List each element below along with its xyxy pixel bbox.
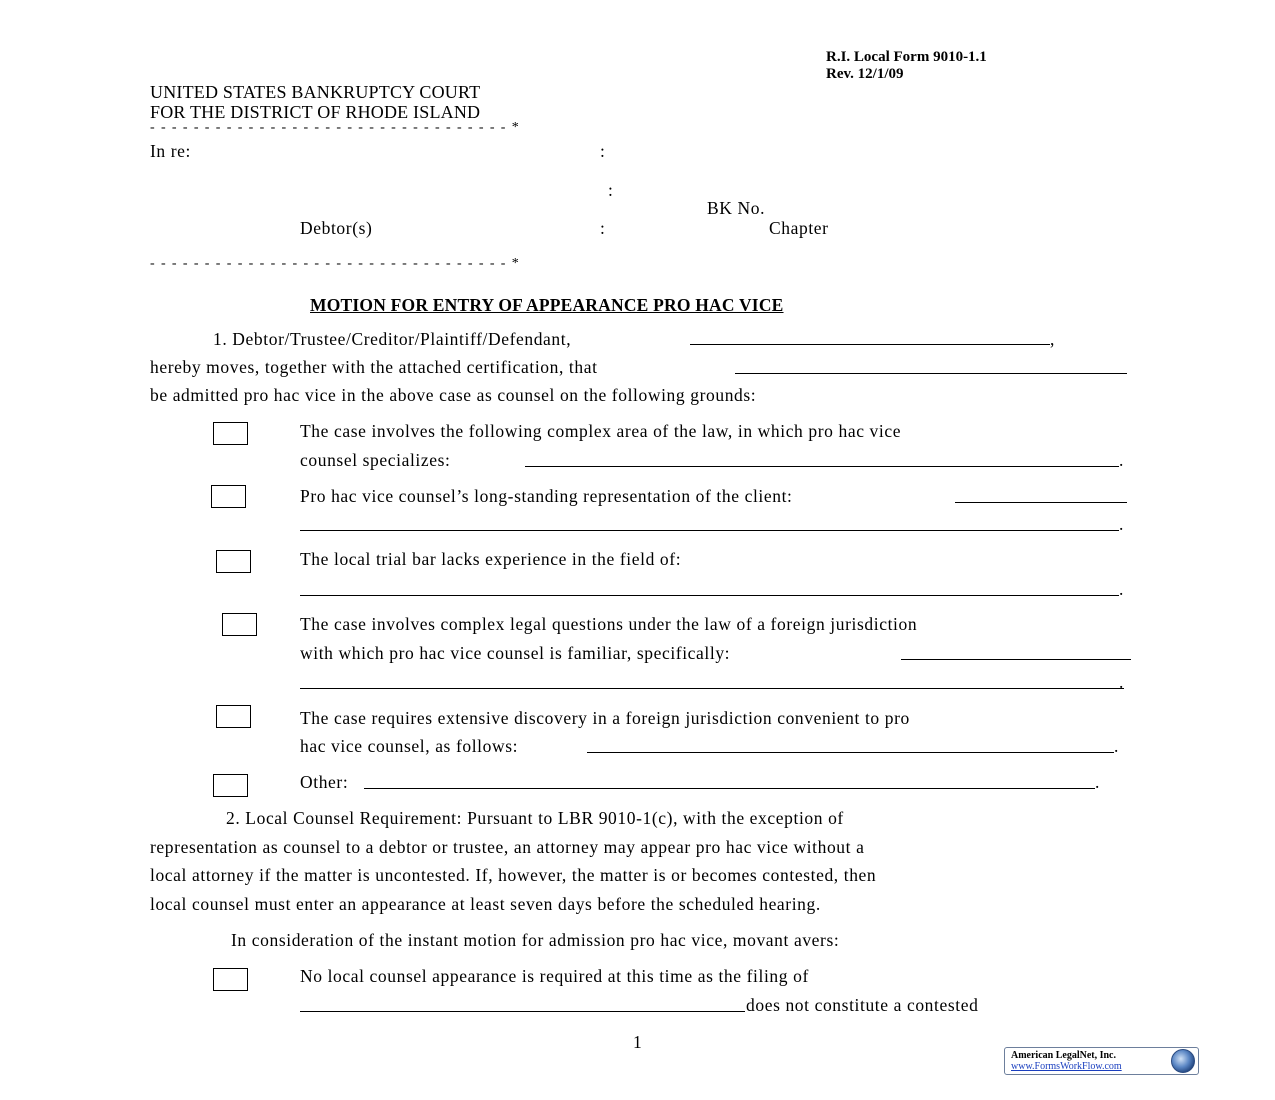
contested-text: does not constitute a contested — [746, 995, 979, 1015]
moves-text: hereby moves, together with the attached certification, that — [150, 357, 598, 377]
caption-divider-bottom: - - - - - - - - - - - - - - - - - - - - - - - - - - - - - - - - - * — [150, 256, 521, 271]
form-revision: Rev. 12/1/09 — [826, 66, 904, 82]
local-bar-blank[interactable] — [300, 595, 1119, 596]
complex-law-text: The case involves the following complex area of the law, in which pro hac vice — [300, 421, 902, 441]
debtors-label: Debtor(s) — [300, 218, 373, 238]
foreign-law-text: The case involves complex legal questions under the law of a foreign jurisdiction — [300, 614, 918, 634]
grounds-intro-text: be admitted pro hac vice in the above case as counsel on the following grounds: — [150, 385, 757, 405]
caption-colon: : — [608, 180, 614, 200]
local-counsel-text-1: 2. Local Counsel Requirement: Pursuant to LBR 9010-1(c), with the exception of — [226, 808, 844, 828]
foreign-law-text-2: with which pro hac vice counsel is familiar, specifically: — [300, 643, 731, 663]
footer-company: American LegalNet, Inc. — [1011, 1050, 1116, 1061]
american-legalnet-logo[interactable] — [1004, 1047, 1199, 1075]
bk-number-label: BK No. — [707, 198, 766, 218]
long-standing-checkbox[interactable] — [211, 485, 246, 508]
period: . — [1119, 672, 1124, 692]
local-counsel-text-4: local counsel must enter an appearance at least seven days before the scheduled hearing. — [150, 894, 821, 914]
foreign-law-blank-2[interactable] — [300, 688, 1124, 689]
court-district: FOR THE DISTRICT OF RHODE ISLAND — [150, 102, 481, 122]
page-number: 1 — [633, 1032, 643, 1052]
in-re-label: In re: — [150, 141, 192, 161]
local-bar-text: The local trial bar lacks experience in the field of: — [300, 549, 682, 569]
period: . — [1119, 514, 1124, 534]
period: . — [1114, 736, 1119, 756]
footer-url[interactable]: www.FormsWorkFlow.com — [1011, 1061, 1122, 1072]
period: . — [1119, 579, 1124, 599]
movant-name-blank[interactable] — [690, 344, 1050, 345]
form-number: R.I. Local Form 9010-1.1 — [826, 49, 987, 65]
period: . — [1095, 772, 1100, 792]
discovery-text: The case requires extensive discovery in a foreign jurisdiction convenient to pro — [300, 708, 910, 728]
local-bar-checkbox[interactable] — [216, 550, 251, 573]
document-title: MOTION FOR ENTRY OF APPEARANCE PRO HAC VICE — [310, 295, 784, 315]
comma: , — [1050, 329, 1055, 349]
period: . — [1119, 450, 1124, 470]
discovery-checkbox[interactable] — [216, 705, 251, 728]
no-local-counsel-checkbox[interactable] — [213, 968, 248, 991]
discovery-text-2: hac vice counsel, as follows: — [300, 736, 519, 756]
long-standing-blank[interactable] — [955, 502, 1127, 503]
local-counsel-text-2: representation as counsel to a debtor or trustee, an attorney may appear pro hac vice without a — [150, 837, 865, 857]
no-local-counsel-text: No local counsel appearance is required at this time as the filing of — [300, 966, 809, 986]
other-blank[interactable] — [364, 788, 1095, 789]
foreign-law-blank[interactable] — [901, 659, 1131, 660]
movant-type-text: 1. Debtor/Trustee/Creditor/Plaintiff/Defendant, — [213, 329, 572, 349]
globe-icon — [1171, 1049, 1195, 1073]
caption-colon: : — [600, 218, 606, 238]
local-counsel-text-3: local attorney if the matter is uncontested. If, however, the matter is or becomes contested, then — [150, 865, 877, 885]
long-standing-blank-2[interactable] — [300, 530, 1119, 531]
court-name: UNITED STATES BANKRUPTCY COURT — [150, 82, 481, 102]
foreign-law-checkbox[interactable] — [222, 613, 257, 636]
complex-law-text-2: counsel specializes: — [300, 450, 451, 470]
other-text: Other: — [300, 772, 349, 792]
caption-divider-top: - - - - - - - - - - - - - - - - - - - - - - - - - - - - - - - - - * — [150, 120, 521, 135]
complex-law-checkbox[interactable] — [213, 422, 248, 445]
filing-name-blank[interactable] — [300, 1011, 745, 1012]
long-standing-text: Pro hac vice counsel’s long-standing representation of the client: — [300, 486, 793, 506]
complex-law-blank[interactable] — [525, 466, 1119, 467]
chapter-label: Chapter — [769, 218, 829, 238]
counsel-name-blank[interactable] — [735, 373, 1127, 374]
consideration-text: In consideration of the instant motion for admission pro hac vice, movant avers: — [231, 930, 840, 950]
discovery-blank[interactable] — [587, 752, 1114, 753]
caption-colon: : — [600, 141, 606, 161]
other-checkbox[interactable] — [213, 774, 248, 797]
